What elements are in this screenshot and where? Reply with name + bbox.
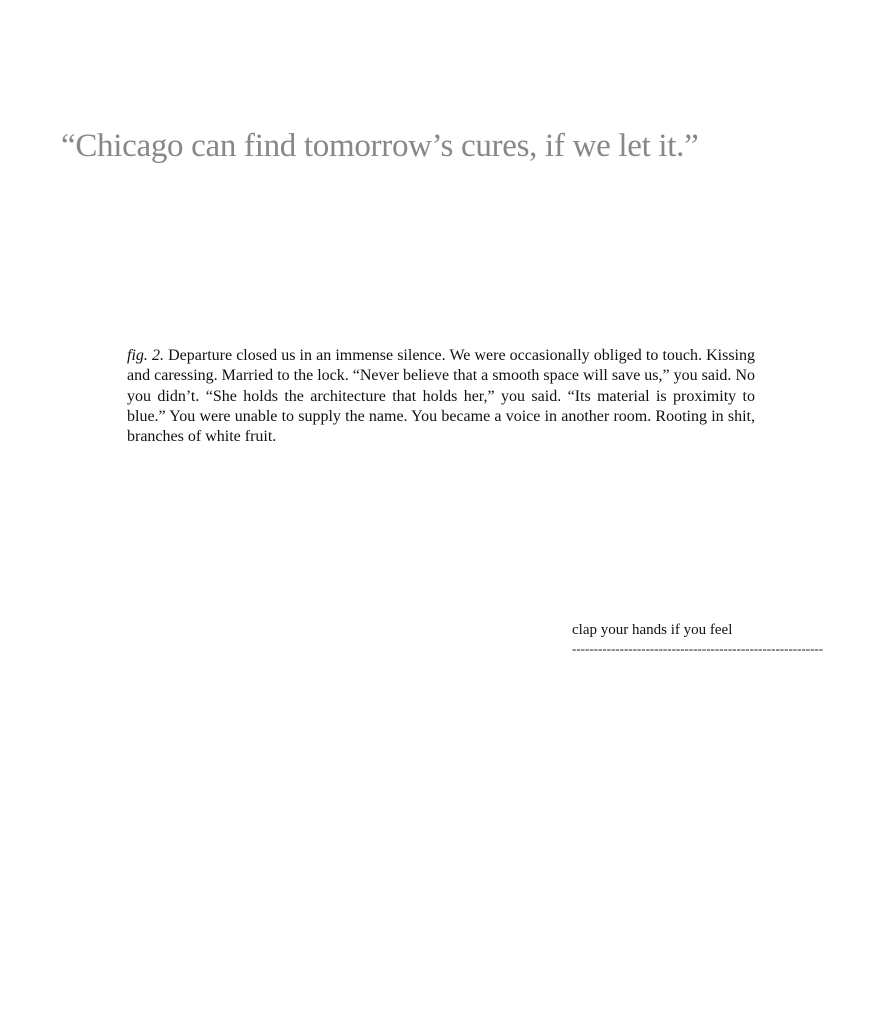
pull-quote: “Chicago can find tomorrow’s cures, if we let it.” [61,128,699,164]
dashed-rule: ---------------------------------------------------------- [572,641,824,656]
aside-block [572,620,882,658]
figure-label: fig. 2. [127,347,165,364]
figure-body-text: Departure closed us in an immense silence. We were occasionally obliged to touch. Kissing and caressing. Married to the lock. “Never believe that a smooth space will save us,” you said. No you didn’t. “She holds the architecture that holds her,” you said. “Its material is proximity to blue.” You were unable to supply the name. You became a voice in another room. Rooting in shit, branches of white fruit. [127,347,756,446]
aside-line: clap your hands if you feel [572,622,733,638]
figure-paragraph [127,346,755,447]
